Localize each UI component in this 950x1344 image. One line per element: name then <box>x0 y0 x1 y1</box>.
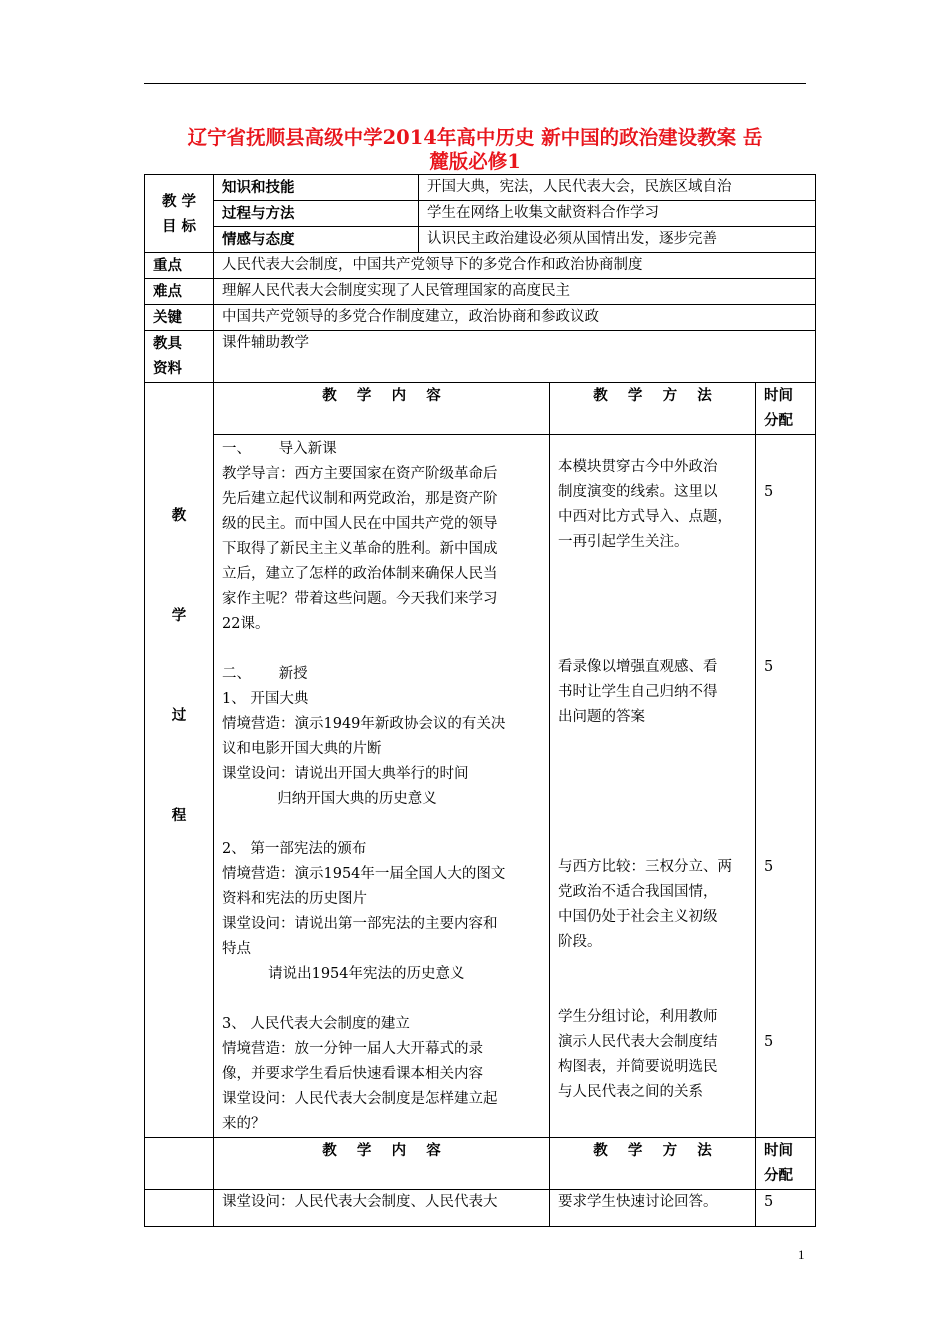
content-header: 教 学 内 容 <box>214 1138 550 1190</box>
content-line: 情境营造：放一分钟一届人大开幕式的录 <box>222 1041 483 1057</box>
time-value: 5 <box>756 1190 816 1227</box>
method-header: 教 学 方 法 <box>550 383 756 435</box>
teaching-goal-label: 教 学 目 标 <box>145 175 214 253</box>
content-cell <box>214 435 550 1138</box>
method-line: 本模块贯穿古今中外政治 <box>558 459 718 475</box>
header-rule <box>144 83 806 84</box>
method-line: 与人民代表之间的关系 <box>558 1084 703 1100</box>
goal-row-emotion <box>145 227 816 253</box>
goal-text: 学生在网络上收集文献资料合作学习 <box>419 201 816 227</box>
info-row-key-point <box>145 253 816 279</box>
content-line: 下取得了新民主主义革命的胜利。新中国成 <box>222 541 498 557</box>
content-line: 22课。 <box>222 616 270 632</box>
content-line: 情境营造：演示1949年新政协会议的有关决 <box>222 716 506 732</box>
method-line: 党政治不适合我国国情， <box>558 884 718 900</box>
method-line: 制度演变的线索。这里以 <box>558 484 718 500</box>
title-line-1: 辽宁省抚顺县高级中学2014年高中历史 新中国的政治建设教案 岳 <box>187 126 763 149</box>
content-line: 来的？ <box>222 1116 266 1132</box>
process-header-row <box>145 383 816 435</box>
method-line: 一再引起学生关注。 <box>558 534 689 550</box>
method-line: 看录像以增强直观感、看 <box>558 659 718 675</box>
content-line: 情境营造：演示1954年一届全国人大的图文 <box>222 866 506 882</box>
content-line: 课堂设问：人民代表大会制度是怎样建立起 <box>222 1091 498 1107</box>
content-line: 教学导言：西方主要国家在资产阶级革命后 <box>222 466 498 482</box>
materials-text: 课件辅助教学 <box>214 331 816 383</box>
goal-row-process <box>145 201 816 227</box>
content-line: 资料和宪法的历史图片 <box>222 891 367 907</box>
continuation-header-row <box>145 1138 816 1190</box>
content-line: 3、 人民代表大会制度的建立 <box>222 1016 410 1032</box>
time-value: 5 <box>764 1034 774 1050</box>
continuation-row <box>145 1190 816 1227</box>
time-value: 5 <box>764 484 774 500</box>
content-cell: 课堂设问：人民代表大会制度、人民代表大 <box>214 1190 550 1227</box>
materials-row <box>145 331 816 383</box>
content-line: 像，并要求学生看后快速看课本相关内容 <box>222 1066 483 1082</box>
content-line <box>222 637 541 662</box>
info-row-difficulty <box>145 279 816 305</box>
document-title <box>140 126 810 174</box>
materials-label: 教具 资料 <box>145 331 214 383</box>
goal-name: 知识和技能 <box>214 175 419 201</box>
method-line: 中国仍处于社会主义初级 <box>558 909 718 925</box>
content-line: 级的民主。而中国人民在中国共产党的领导 <box>222 516 498 532</box>
method-cell: 要求学生快速讨论回答。 <box>550 1190 756 1227</box>
content-line: 一、 导入新课 <box>222 441 337 457</box>
content-line: 2、 第一部宪法的颁布 <box>222 841 367 857</box>
time-header: 时间 分配 <box>756 1138 816 1190</box>
content-line: 家作主呢？带着这些问题。今天我们来学习 <box>222 591 498 607</box>
goal-name: 情感与态度 <box>214 227 419 253</box>
content-line: 立后，建立了怎样的政治体制来确保人民当 <box>222 566 498 582</box>
method-line: 中西对比方式导入、点题， <box>558 509 732 525</box>
time-value: 5 <box>764 859 774 875</box>
method-line: 学生分组讨论，利用教师 <box>558 1009 718 1025</box>
goal-text: 开国大典，宪法，人民代表大会，民族区域自治 <box>419 175 816 201</box>
method-line: 演示人民代表大会制度结 <box>558 1034 718 1050</box>
method-line: 阶段。 <box>558 934 602 950</box>
content-line <box>222 987 541 1012</box>
info-label: 重点 <box>145 253 214 279</box>
content-line: 先后建立起代议制和两党政治，那是资产阶 <box>222 491 498 507</box>
content-header: 教 学 内 容 <box>214 383 550 435</box>
method-line: 构图表，并简要说明选民 <box>558 1059 718 1075</box>
process-body-row <box>145 435 816 1138</box>
lesson-plan-table <box>144 174 816 1227</box>
content-line: 课堂设问：请说出第一部宪法的主要内容和 <box>222 916 498 932</box>
content-line: 二、 新授 <box>222 666 308 682</box>
info-row-key <box>145 305 816 331</box>
empty-stage-cell <box>145 1190 214 1227</box>
empty-stage-cell <box>145 1138 214 1190</box>
process-label: 教 学 过 程 <box>145 383 214 1138</box>
time-value: 5 <box>764 659 774 675</box>
method-header: 教 学 方 法 <box>550 1138 756 1190</box>
info-text: 人民代表大会制度，中国共产党领导下的多党合作和政治协商制度 <box>214 253 816 279</box>
content-line <box>222 812 541 837</box>
time-header: 时间 分配 <box>756 383 816 435</box>
content-line: 1、 开国大典 <box>222 691 309 707</box>
info-text: 中国共产党领导的多党合作制度建立，政治协商和参政议政 <box>214 305 816 331</box>
method-line: 出问题的答案 <box>558 709 645 725</box>
goal-name: 过程与方法 <box>214 201 419 227</box>
goal-text: 认识民主政治建设必须从国情出发，逐步完善 <box>419 227 816 253</box>
title-line-2: 麓版必修1 <box>429 150 521 173</box>
method-cell <box>550 435 756 1138</box>
content-line: 归纳开国大典的历史意义 <box>222 791 437 807</box>
method-line: 与西方比较：三权分立、两 <box>558 859 732 875</box>
page-number: 1 <box>798 1247 805 1262</box>
content-line: 课堂设问：请说出开国大典举行的时间 <box>222 766 469 782</box>
method-line: 书时让学生自己归纳不得 <box>558 684 718 700</box>
time-cell <box>756 435 816 1138</box>
content-line: 请说出1954年宪法的历史意义 <box>222 966 465 982</box>
info-label: 关键 <box>145 305 214 331</box>
content-line: 议和电影开国大典的片断 <box>222 741 382 757</box>
info-text: 理解人民代表大会制度实现了人民管理国家的高度民主 <box>214 279 816 305</box>
info-label: 难点 <box>145 279 214 305</box>
content-line: 特点 <box>222 941 251 957</box>
goal-row-knowledge <box>145 175 816 201</box>
